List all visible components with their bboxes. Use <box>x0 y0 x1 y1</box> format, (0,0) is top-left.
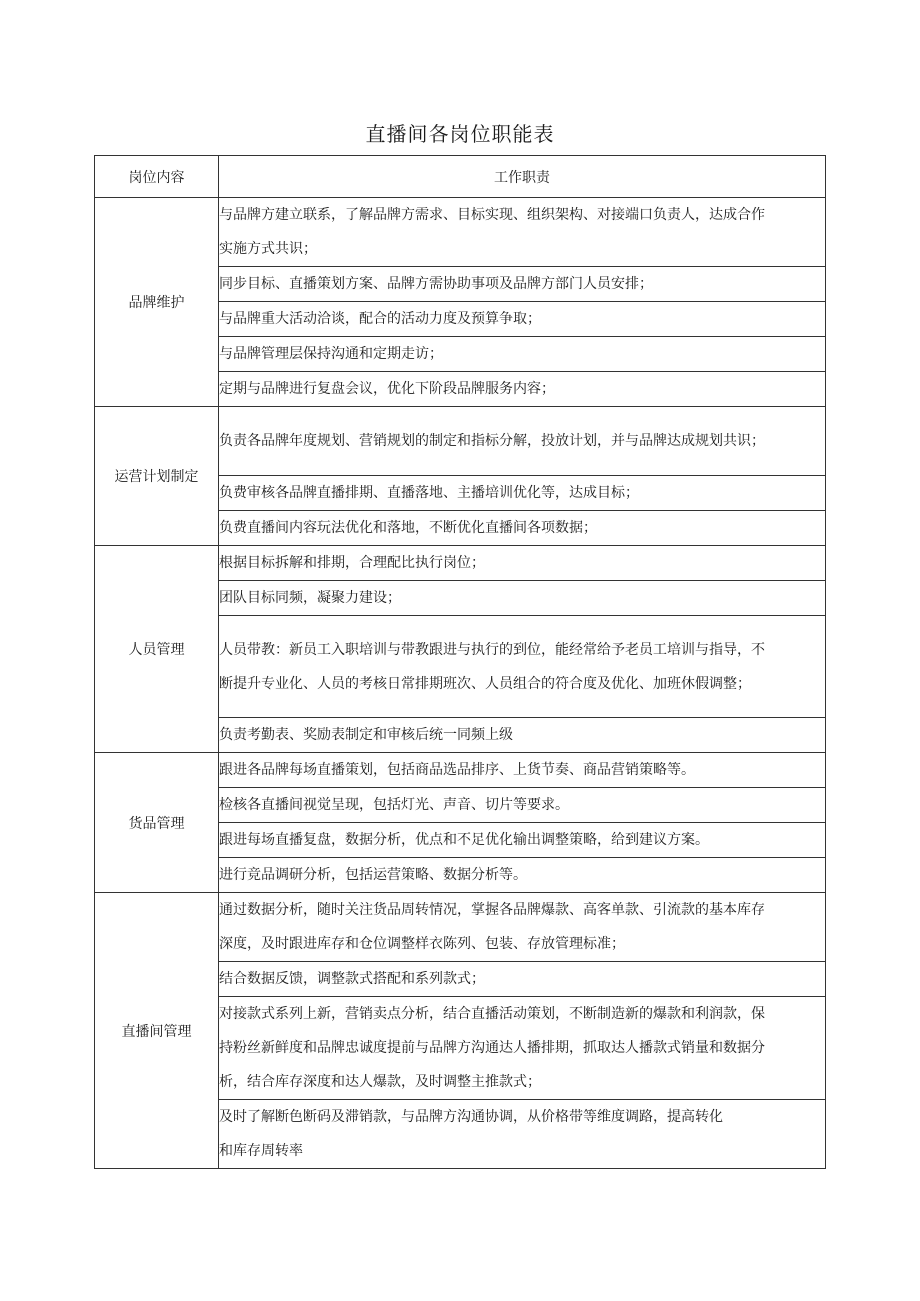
duty-cell <box>219 997 826 1100</box>
table-row <box>95 407 826 476</box>
duty-cell <box>219 372 826 407</box>
duty-cell <box>219 407 826 476</box>
duty-text-line: 团队目标同频，凝聚力建设； <box>219 590 401 606</box>
table-row <box>95 893 826 962</box>
duty-cell <box>219 267 826 302</box>
duty-cell <box>219 788 826 823</box>
category-personnel-management: 人员管理 <box>95 546 219 753</box>
duty-text-line: 负责考勤表、奖励表制定和审核后统一同频上级 <box>219 727 513 743</box>
header-duties: 工作职责 <box>219 156 826 198</box>
duty-cell <box>219 962 826 997</box>
duty-cell <box>219 893 826 962</box>
duty-cell <box>219 753 826 788</box>
duty-text-line: 持粉丝新鲜度和品牌忠诚度提前与品牌方沟通达人播排期，抓取达人播款式销量和数据分 <box>219 1040 765 1056</box>
duty-text-line: 与品牌管理层保持沟通和定期走访； <box>219 346 443 362</box>
duty-text-line: 实施方式共识； <box>219 241 317 257</box>
duty-cell <box>219 546 826 581</box>
duty-table <box>94 155 826 1169</box>
duty-text-line: 进行竞品调研分析，包括运营策略、数据分析等。 <box>219 867 527 883</box>
duty-text-line: 对接款式系列上新，营销卖点分析，结合直播活动策划，不断制造新的爆款和利润款，保 <box>219 1006 765 1022</box>
duty-cell <box>219 302 826 337</box>
duty-cell <box>219 581 826 616</box>
duty-cell <box>219 337 826 372</box>
duty-text-line: 和库存周转率 <box>219 1143 303 1159</box>
duty-text-line: 定期与品牌进行复盘会议，优化下阶段品牌服务内容； <box>219 381 555 397</box>
duty-cell <box>219 476 826 511</box>
duty-text-line: 跟进各品牌每场直播策划，包括商品选品排序、上货节奏、商品营销策略等。 <box>219 762 695 778</box>
duty-text-line: 跟进每场直播复盘，数据分析，优点和不足优化输出调整策略，给到建议方案。 <box>219 832 709 848</box>
duty-text-line: 负费审核各品牌直播排期、直播落地、主播培训优化等，达成目标； <box>219 485 639 501</box>
duty-text-line: 及时了解断色断码及滞销款，与品牌方沟通协调，从价格带等维度调路，提高转化 <box>219 1109 723 1125</box>
category-live-room-management: 直播间管理 <box>95 893 219 1169</box>
category-brand-maintenance: 品牌维护 <box>95 198 219 407</box>
duty-text-line: 负责各品牌年度规划、营销规划的制定和指标分解，投放计划，并与品牌达成规划共识； <box>219 433 765 449</box>
duty-text-line: 通过数据分析，随时关注货品周转情况，掌握各品牌爆款、高客单款、引流款的基本库存 <box>219 902 765 918</box>
duty-text-line: 析，结合库存深度和达人爆款，及时调整主推款式； <box>219 1074 541 1090</box>
duty-cell <box>219 1100 826 1169</box>
duty-cell <box>219 511 826 546</box>
table-row <box>95 198 826 267</box>
duty-cell <box>219 718 826 753</box>
duty-text-line: 结合数据反馈，调整款式搭配和系列款式； <box>219 971 485 987</box>
duty-text-line: 人员带教：新员工入职培训与带教跟进与执行的到位，能经常给予老员工培训与指导，不 <box>219 641 765 658</box>
page-title: 直播间各岗位职能表 <box>365 122 555 146</box>
table-row <box>95 546 826 581</box>
duty-text-line: 与品牌方建立联系，了解品牌方需求、目标实现、组织架构、对接端口负责人，达成合作 <box>219 207 765 223</box>
duty-text-line: 与品牌重大活动洽谈，配合的活动力度及预算争取； <box>219 311 541 327</box>
duty-text-line: 检核各直播间视觉呈现，包括灯光、声音、切片等要求。 <box>219 797 569 813</box>
duty-text-line: 断提升专业化、人员的考核日常排期班次、人员组合的符合度及优化、加班休假调整； <box>219 675 751 692</box>
duty-text-line: 负费直播间内容玩法优化和落地，不断优化直播间各项数据； <box>219 520 597 536</box>
duty-cell <box>219 616 826 718</box>
category-goods-management: 货品管理 <box>95 753 219 893</box>
header-position: 岗位内容 <box>95 156 219 198</box>
duty-text-line: 深度，及时跟进库存和仓位调整样衣陈列、包装、存放管理标准； <box>219 936 625 952</box>
duty-text-line: 同步目标、直播策划方案、品牌方需协助事项及品牌方部门人员安排； <box>219 276 653 292</box>
duty-cell <box>219 858 826 893</box>
duty-text-line: 根据目标拆解和排期，合理配比执行岗位； <box>219 555 485 571</box>
category-operation-planning: 运营计划制定 <box>95 407 219 546</box>
table-row <box>95 753 826 788</box>
duty-cell <box>219 198 826 267</box>
duty-cell <box>219 823 826 858</box>
table-header-row <box>95 156 826 198</box>
